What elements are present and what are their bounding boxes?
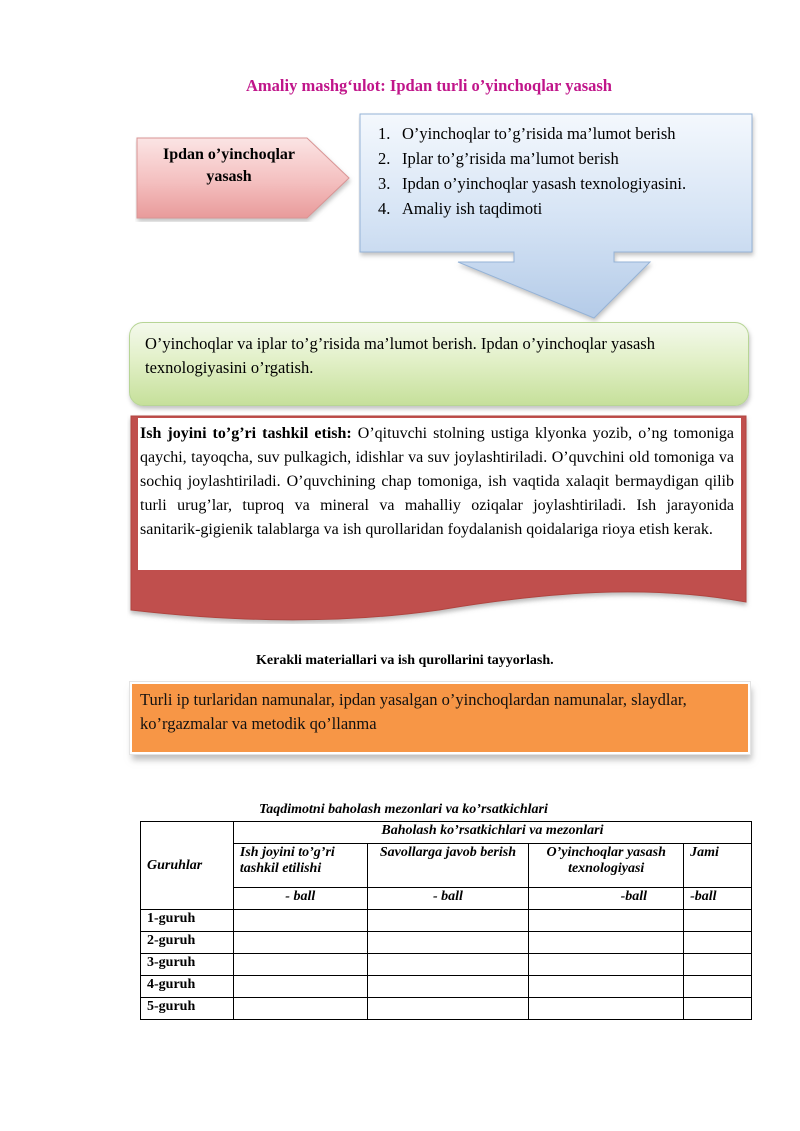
table-row <box>141 932 752 954</box>
workplace-text <box>140 422 734 542</box>
plan-item: 2. Iplar to’g’risida ma’lumot berish <box>378 149 619 168</box>
column-unit: -ball <box>529 888 684 910</box>
row-label: 1-guruh <box>141 910 234 932</box>
row-label: 4-guruh <box>141 976 234 998</box>
topic-label: Ipdan o’yinchoqlar yasash <box>162 146 296 185</box>
groups-header: Guruhlar <box>141 822 234 910</box>
score-cell[interactable] <box>233 976 367 998</box>
table-row <box>141 954 752 976</box>
score-cell[interactable] <box>529 998 684 1020</box>
score-cell[interactable] <box>529 910 684 932</box>
score-cell[interactable] <box>233 954 367 976</box>
workplace-heading: Ish joyini to’g’ri tashkil etish: <box>140 425 352 442</box>
evaluation-table <box>140 821 752 1020</box>
score-cell[interactable] <box>233 910 367 932</box>
score-cell[interactable] <box>684 976 752 998</box>
column-header: O’yinchoqlar yasash texnologiyasi <box>529 844 684 888</box>
row-label: 3-guruh <box>141 954 234 976</box>
column-header: Jami <box>684 844 752 888</box>
row-label: 2-guruh <box>141 932 234 954</box>
score-cell[interactable] <box>367 932 529 954</box>
score-cell[interactable] <box>684 932 752 954</box>
table-row <box>141 998 752 1020</box>
column-header: Ish joyini to’g’ri tashkil etilishi <box>233 844 367 888</box>
score-cell[interactable] <box>529 932 684 954</box>
score-cell[interactable] <box>233 932 367 954</box>
workplace-body: O’qituvchi stolning ustiga klyonka yozib, o’ng tomoniga qaychi, tayoqcha, suv pulkagich, idishlar va suv joylashtiriladi. O’quvchini old tomoniga va sochiq joylashtiriladi. O’quvchining chap tomoniga, ish vaqtida xalaqit bermaydigan qilib turli urug’lar, tuproq va mineral va mahalliy oziqalar joylashtiriladi. Ish jarayonida sanitarik-gigienik talablarga va ish qurollaridan foydalanish qoidalariga rioya etish kerak. <box>140 425 734 538</box>
page-title: Amaliy mashg‘ulot: Ipdan turli o’yinchoqlar yasash <box>246 76 612 95</box>
score-cell[interactable] <box>367 998 529 1020</box>
score-cell[interactable] <box>684 954 752 976</box>
materials-text: Turli ip turlaridan namunalar, ipdan yasalgan o’yinchoqlardan namunalar, slaydlar, ko’rgazmalar va metodik qo’llanma <box>140 690 687 733</box>
score-cell[interactable] <box>233 998 367 1020</box>
score-cell[interactable] <box>684 998 752 1020</box>
materials-heading: Kerakli materiallari va ish qurollarini tayyorlash. <box>256 653 554 668</box>
score-cell[interactable] <box>529 976 684 998</box>
score-cell[interactable] <box>367 976 529 998</box>
plan-item: 1. O’yinchoqlar to’g’risida ma’lumot berish <box>378 124 676 143</box>
table-caption: Taqdimotni baholash mezonlari va ko’rsatkichlari <box>259 802 548 817</box>
plan-item: 4. Amaliy ish taqdimoti <box>378 199 543 218</box>
row-label: 5-guruh <box>141 998 234 1020</box>
goal-text: O’yinchoqlar va iplar to’g’risida ma’lumot berish. Ipdan o’yinchoqlar yasash texnologiyasini o’rgatish. <box>145 334 655 377</box>
column-unit: - ball <box>233 888 367 910</box>
plan-item: 3. Ipdan o’yinchoqlar yasash texnologiyasini. <box>378 174 687 193</box>
table-row <box>141 976 752 998</box>
column-header: Savollarga javob berish <box>367 844 529 888</box>
plan-list <box>378 121 758 221</box>
score-cell[interactable] <box>684 910 752 932</box>
column-unit: -ball <box>684 888 752 910</box>
table-row <box>141 910 752 932</box>
score-cell[interactable] <box>529 954 684 976</box>
column-unit: - ball <box>367 888 529 910</box>
score-cell[interactable] <box>367 910 529 932</box>
criteria-header: Baholash ko’rsatkichlari va mezonlari <box>233 822 751 844</box>
score-cell[interactable] <box>367 954 529 976</box>
